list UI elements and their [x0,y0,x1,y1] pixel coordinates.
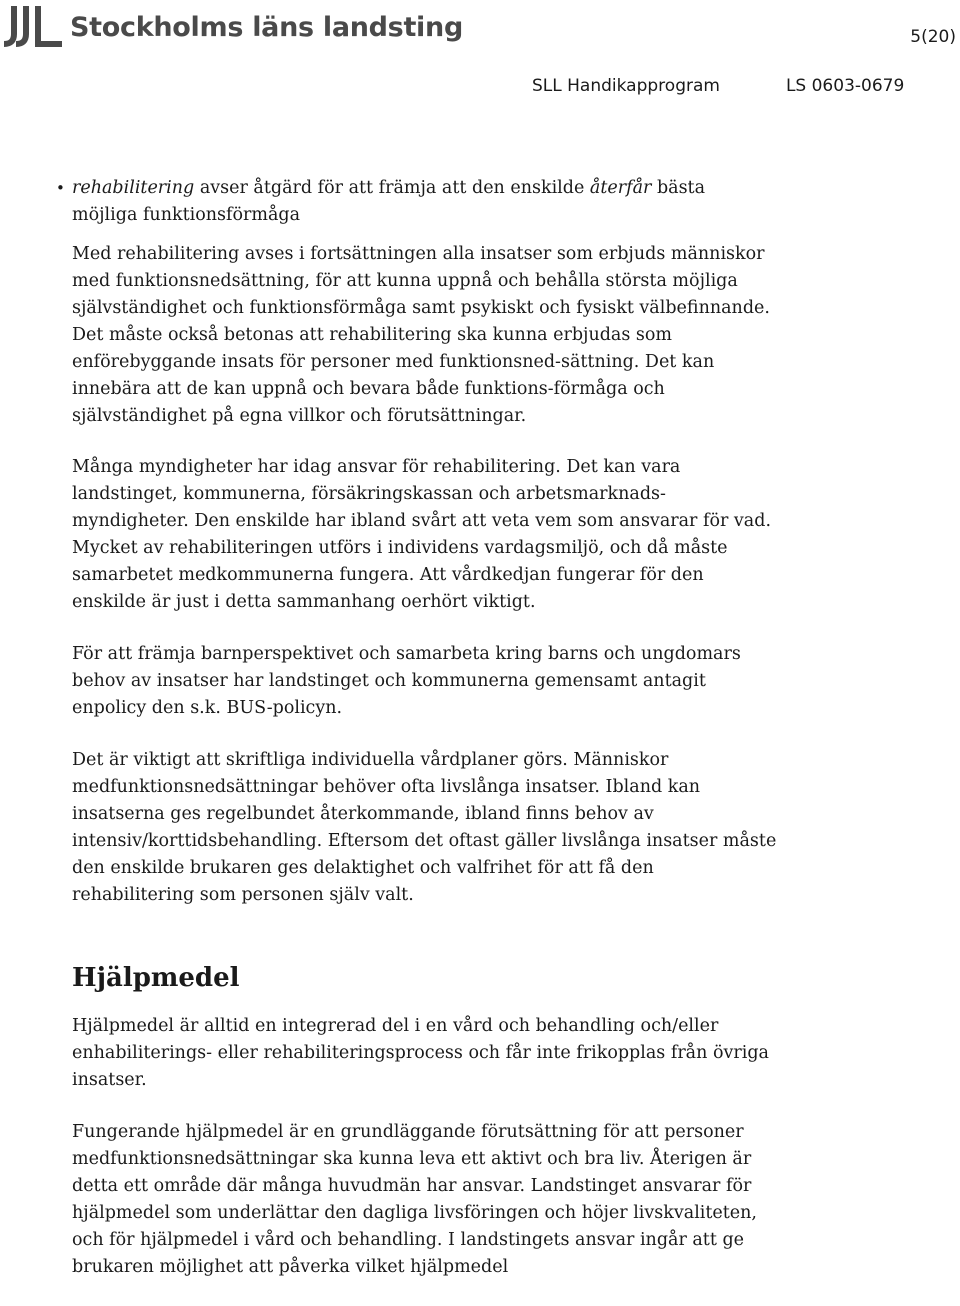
bullet-item [56,175,761,229]
header-logo [2,2,463,52]
section-paragraph: Hjälpmedel är alltid en integrerad del i en vård och behandling och/eller enhabiliterings- eller rehabiliteringsprocess och får inte frikopplas från övriga insatser. [72,1016,769,1090]
paragraph: Många myndigheter har idag ansvar för rehabilitering. Det kan vara landstinget, kommunerna, försäkringskassan och arbetsmarknads-myndigheter. Den enskilde har ibland svårt att veta vem som ansvarar för vad. Mycket av rehabiliteringen utförs i individens vardagsmiljö, och då måste samarbetet medkommunerna fungera. Att vårdkedjan fungerar för den enskilde är just i detta sammanhang oerhört viktigt. [72,457,772,612]
bullet-emphasis: återfår [589,178,652,198]
bullet-text-2: bästa möjliga funktionsförmåga [72,178,706,225]
program-name: SLL Handikapprogram [532,76,720,96]
page-number: 5(20) [910,27,956,47]
section-heading: Hjälpmedel [72,963,240,993]
bullet-text-1: avser åtgärd för att främja att den enskilde [194,178,590,198]
paragraph: Med rehabilitering avses i fortsättningen alla insatser som erbjuds människor med funktionsnedsättning, för att kunna uppnå och behålla största möjliga självständighet och funktionsförmåga samt psykiskt och fysiskt välbefinnande. Det måste också betonas att rehabilitering ska kunna erbjudas som enförebyggande insats för personer med funktionsned-sättning. Det kan innebära att de kan uppnå och bevara både funktions-förmåga och självständighet på egna villkor och förutsättningar. [72,244,770,426]
reference-number: LS 0603-0679 [785,76,905,96]
document-body [72,175,777,1306]
org-name: Stockholms läns landsting [70,11,463,43]
document-header-info [532,76,904,96]
paragraph: Det är viktigt att skriftliga individuella vårdplaner görs. Människor medfunktionsnedsättningar behöver ofta livslånga insatser. Ibland kan insatserna ges regelbundet återkommande, ibland finns behov av intensiv/korttidsbehandling. Eftersom det oftast gäller livslånga insatser måste den enskilde brukaren ges delaktighet och valfrihet för att få den rehabilitering som personen själv valt. [72,750,777,905]
bullet-term: rehabilitering [72,178,195,198]
paragraph: För att främja barnperspektivet och samarbeta kring barns och ungdomars behov av insatser har landstinget och kommunerna gemensamt antagit enpolicy den s.k. BUS-policyn. [72,644,741,718]
section-paragraph: Fungerande hjälpmedel är en grundläggande förutsättning för att personer medfunktionsnedsättningar ska kunna leva ett aktivt och bra liv. Återigen är detta ett område där många huvudmän har ansvar. Landstinget ansvarar för hjälpmedel som underlättar den dagliga livsföringen och höjer livskvaliteten, och för hjälpmedel i vård och behandling. I landstingets ansvar ingår att ge brukaren möjlighet att påverka vilket hjälpmedel [72,1122,757,1277]
sll-logo-icon [2,4,64,50]
